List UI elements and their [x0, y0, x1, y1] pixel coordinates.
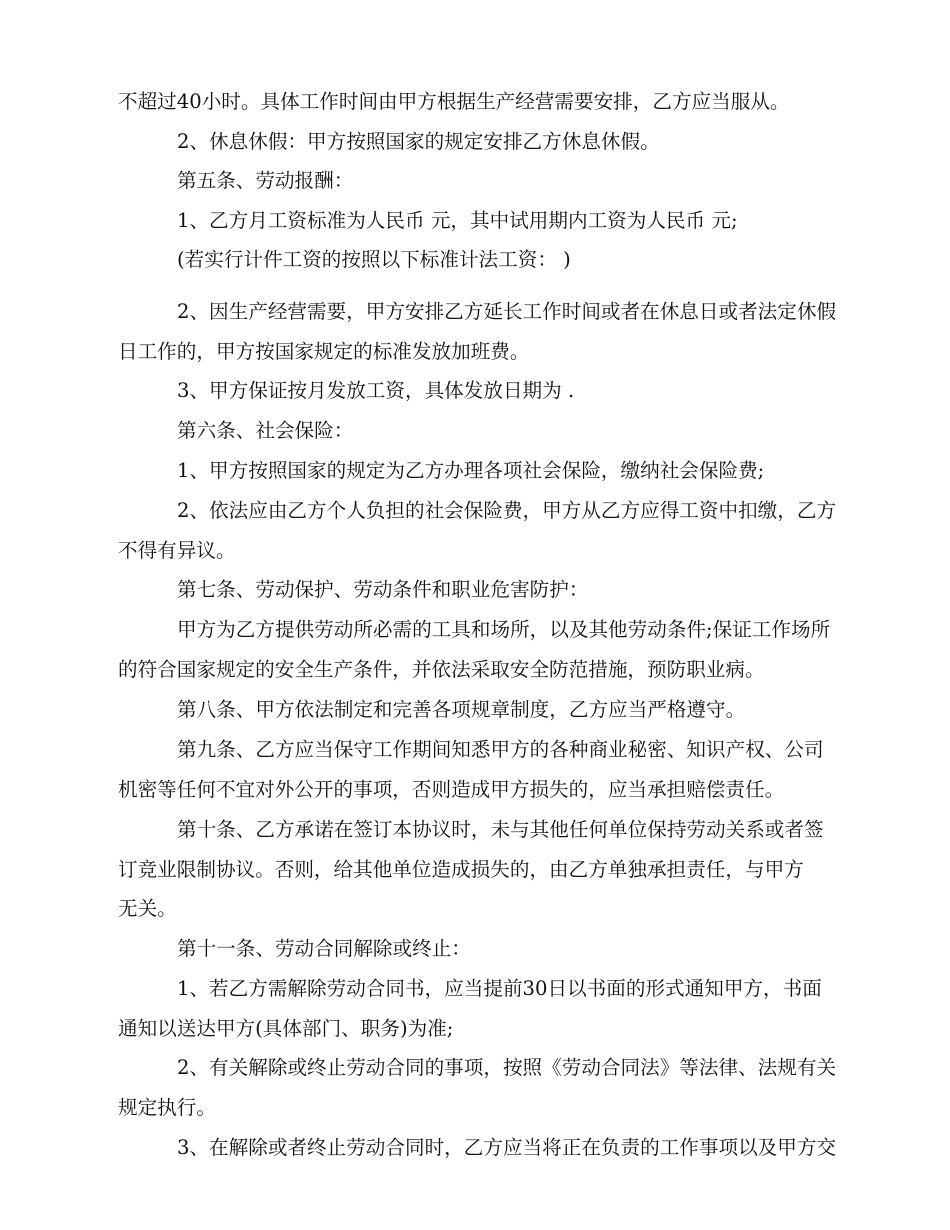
- section-heading: 第六条、社会保险：: [177, 419, 354, 442]
- section-heading: 第十一条、劳动合同解除或终止：: [177, 937, 471, 960]
- text-line: 订竞业限制协议。否则，给其他单位造成损失的，由乙方单独承担责任，与甲方: [118, 858, 804, 881]
- text-line: 机密等任何不宜对外公开的事项，否则造成甲方损失的，应当承担赔偿责任。: [118, 778, 785, 801]
- text-line: 不得有异议。: [118, 539, 236, 562]
- text-line: 3、甲方保证按月发放工资，具体发放日期为 .: [177, 379, 575, 402]
- text-line: 第十条、乙方承诺在签订本协议时，未与其他任何单位保持劳动关系或者签: [177, 818, 824, 841]
- text-line: 甲方为乙方提供劳动所必需的工具和场所，以及其他劳动条件;保证工作场所: [177, 618, 831, 641]
- text-line: 规定执行。: [118, 1096, 216, 1119]
- text-line: 1、甲方按照国家的规定为乙方办理各项社会保险，缴纳社会保险费;: [177, 459, 765, 482]
- text-line: 1、若乙方需解除劳动合同书，应当提前30日以书面的形式通知甲方，书面: [177, 977, 822, 1000]
- text-line: 2、有关解除或终止劳动合同的事项，按照《劳动合同法》等法律、法规有关: [177, 1056, 837, 1079]
- text-line: 通知以送达甲方(具体部门、职务)为准;: [118, 1017, 454, 1040]
- section-heading: 第七条、劳动保护、劳动条件和职业危害防护：: [177, 578, 589, 601]
- text-line: 2、因生产经营需要，甲方安排乙方延长工作时间或者在休息日或者法定休假: [177, 300, 837, 323]
- text-line: 2、依法应由乙方个人负担的社会保险费，甲方从乙方应得工资中扣缴，乙方: [177, 499, 837, 522]
- text-line: 第九条、乙方应当保守工作期间知悉甲方的各种商业秘密、知识产权、公司: [177, 738, 824, 761]
- text-line: (若实行计件工资的按照以下标准计法工资： ): [177, 248, 571, 271]
- text-line: 无关。: [118, 897, 177, 920]
- text-line: 日工作的，甲方按国家规定的标准发放加班费。: [118, 340, 530, 363]
- text-line: 2、休息休假：甲方按照国家的规定安排乙方休息休假。: [177, 130, 660, 153]
- text-line: 第八条、甲方依法制定和完善各项规章制度，乙方应当严格遵守。: [177, 698, 746, 721]
- text-line: 3、在解除或者终止劳动合同时，乙方应当将正在负责的工作事项以及甲方交: [177, 1136, 837, 1159]
- text-line: 的符合国家规定的安全生产条件，并依法采取安全防范措施，预防职业病。: [118, 658, 765, 681]
- section-heading: 第五条、劳动报酬：: [177, 169, 354, 192]
- text-line: 不超过40小时。具体工作时间由甲方根据生产经营需要安排，乙方应当服从。: [118, 90, 790, 113]
- text-line: 1、乙方月工资标准为人民币 元，其中试用期内工资为人民币 元;: [177, 209, 738, 232]
